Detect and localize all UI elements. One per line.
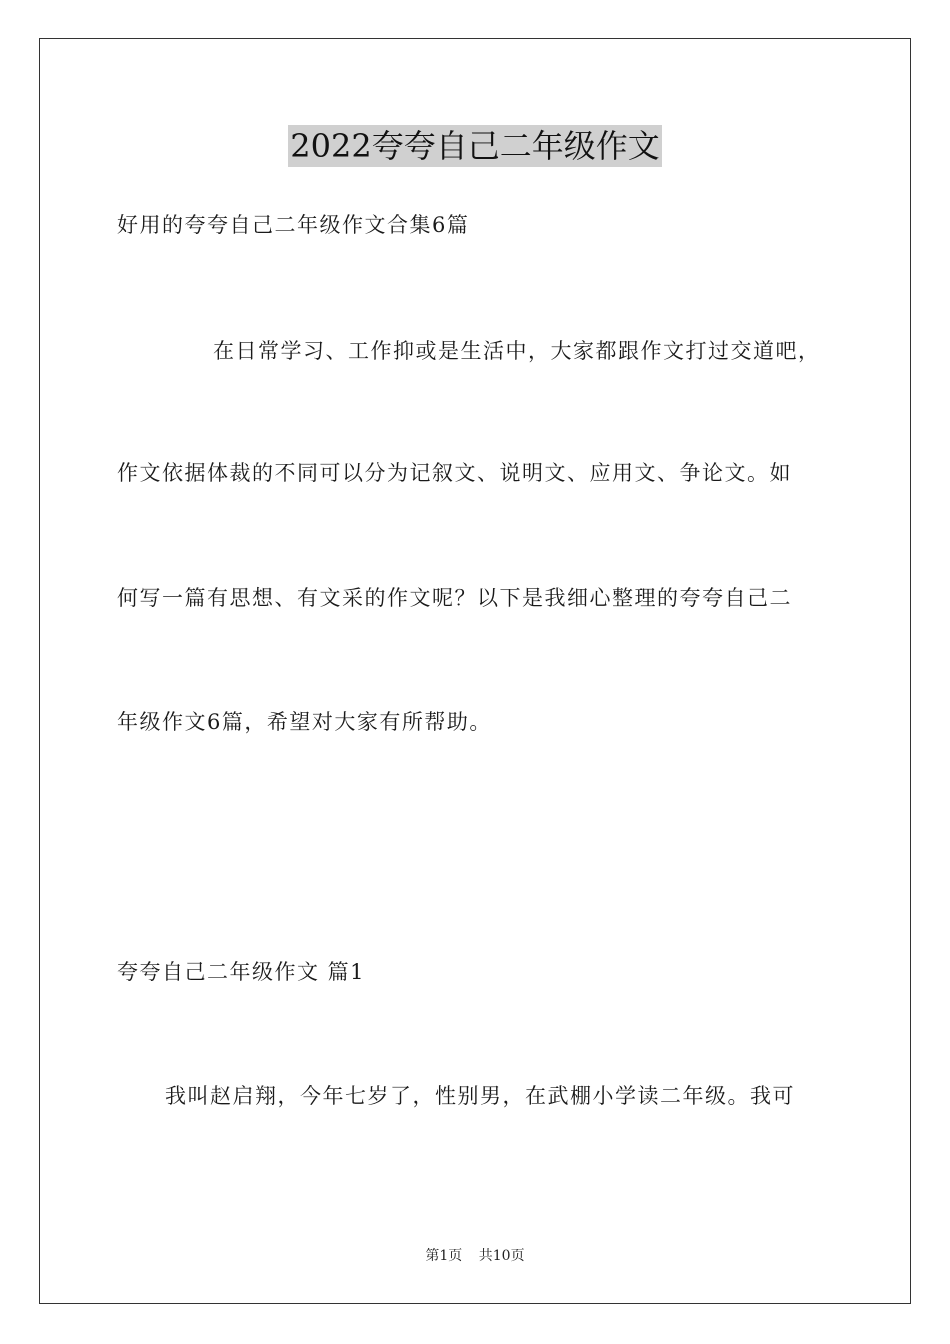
intro-line-1: 在日常学习、工作抑或是生活中，大家都跟作文打过交道吧，: [213, 339, 821, 363]
title-container: [0, 125, 950, 167]
page-number-current: 第1页: [425, 1248, 463, 1264]
intro-line-2: 作文依据体裁的不同可以分为记叙文、说明文、应用文、争论文。如: [117, 461, 792, 485]
document-title: 2022夸夸自己二年级作文: [290, 127, 660, 165]
page-footer: [0, 1247, 950, 1265]
section-heading: 夸夸自己二年级作文 篇1: [117, 960, 366, 984]
page-number-total: 共10页: [478, 1248, 525, 1264]
intro-line-4: 年级作文6篇，希望对大家有所帮助。: [117, 710, 492, 734]
essay-line-1: 我叫赵启翔，今年七岁了，性别男，在武棚小学读二年级。我可: [165, 1084, 795, 1108]
document-subtitle: 好用的夸夸自己二年级作文合集6篇: [117, 213, 470, 237]
intro-line-3: 何写一篇有思想、有文采的作文呢？以下是我细心整理的夸夸自己二: [117, 586, 792, 610]
